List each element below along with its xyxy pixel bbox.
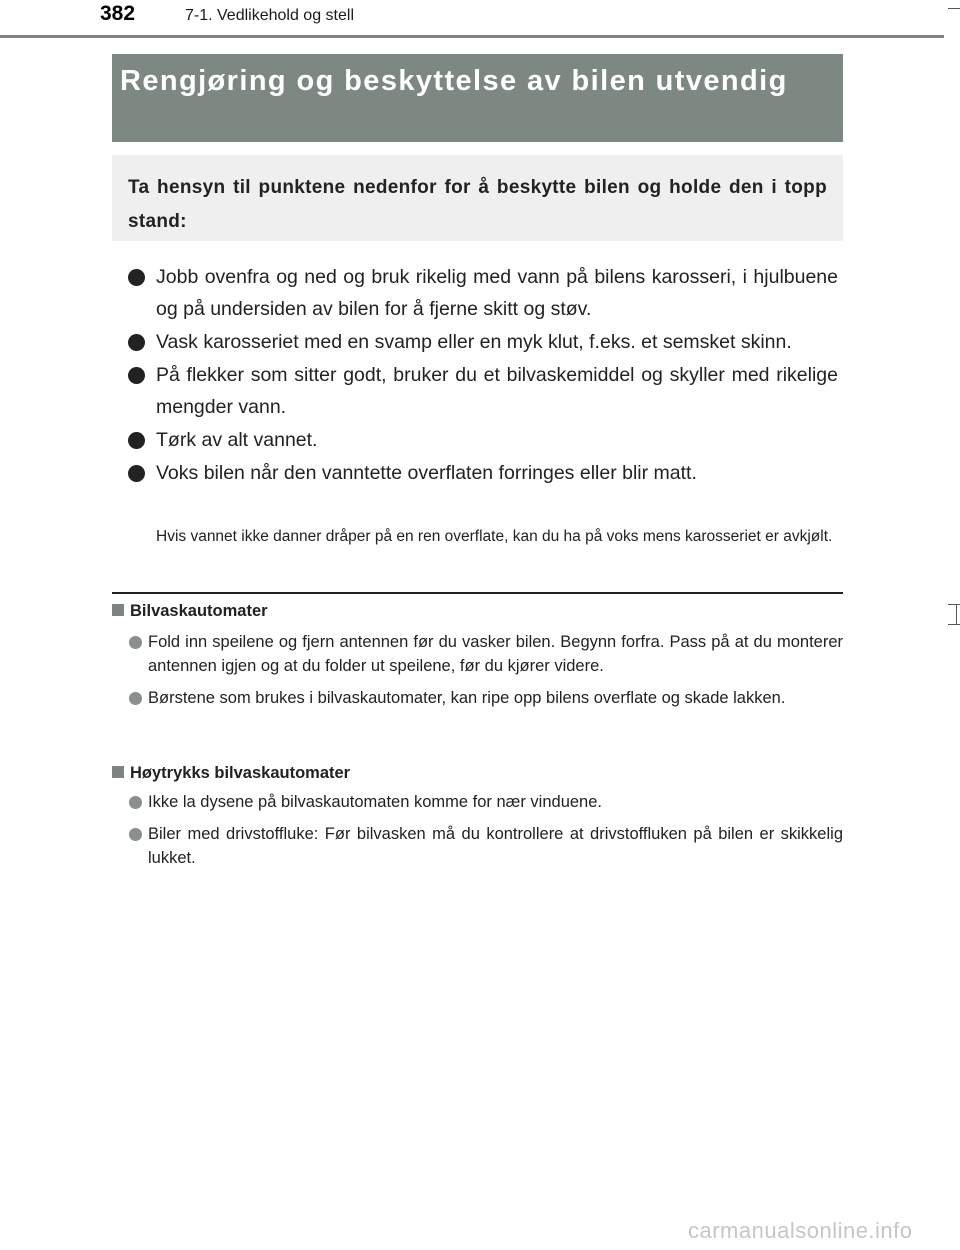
- list-item-text: Jobb ovenfra og ned og bruk rikelig med vann på bilens karosseri, i hjulbuene og på undersiden av bilen for å fjerne skitt og støv.: [156, 266, 838, 320]
- list-item: [128, 424, 838, 456]
- list-item: [128, 686, 843, 710]
- high-pressure-list: [128, 790, 843, 878]
- list-item-text: Fold inn speilene og fjern antennen før du vasker bilen. Begynn forfra. Pass på at du monterer antennen igjen og at du folder ut speilene, før du kjører videre.: [148, 633, 843, 675]
- square-bullet-icon: [112, 766, 124, 778]
- list-item-text: Vask karosseriet med en svamp eller en myk klut, f.eks. et semsket skinn.: [156, 331, 792, 353]
- list-item-text: Biler med drivstoffluke: Før bilvasken må du kontrollere at drivstoffluken på bilen er skikkelig lukket.: [148, 825, 843, 867]
- wax-note: Hvis vannet ikke danner dråper på en ren overflate, kan du ha på voks mens karosseriet er avkjølt.: [156, 528, 833, 545]
- list-item: [128, 822, 843, 870]
- list-item-text: Børstene som brukes i bilvaskautomater, kan ripe opp bilens overflate og skade lakken.: [148, 689, 786, 707]
- bullet-icon: [128, 432, 145, 449]
- chapter-title: 7-1. Vedlikehold og stell: [185, 7, 354, 24]
- bullet-icon: [128, 269, 145, 286]
- intro-text: Ta hensyn til punktene nedenfor for å beskytte bilen og holde den i topp stand:: [128, 177, 827, 232]
- intro-box: [112, 155, 843, 241]
- list-item: [128, 630, 843, 678]
- page-title: Rengjøring og beskyttelse av bilen utvendig: [120, 65, 788, 97]
- section-heading-high-pressure: [112, 764, 350, 783]
- car-wash-list: [128, 630, 843, 718]
- header-rule: [0, 35, 944, 38]
- bullet-icon: [129, 692, 142, 705]
- bullet-icon: [129, 796, 142, 809]
- list-item: [128, 326, 838, 358]
- list-item-text: På flekker som sitter godt, bruker du et bilvaskemiddel og skyller med rikelige mengder vann.: [156, 364, 838, 418]
- square-bullet-icon: [112, 604, 124, 616]
- bullet-icon: [129, 828, 142, 841]
- crop-mark-right-vertical: [956, 604, 957, 624]
- main-bullet-list: [128, 261, 838, 490]
- list-item-text: Voks bilen når den vanntette overflaten forringes eller blir matt.: [156, 462, 697, 484]
- crop-mark-right-upper: [948, 604, 960, 605]
- watermark: carmanualsonline.info: [688, 1218, 913, 1243]
- list-item: [128, 457, 838, 489]
- list-item-text: Ikke la dysene på bilvaskautomaten komme for nær vinduene.: [148, 793, 602, 811]
- section-divider: [112, 592, 843, 594]
- bullet-icon: [129, 636, 142, 649]
- section-title-box: [112, 54, 843, 142]
- crop-mark-top-right: [948, 8, 960, 9]
- section-heading-car-wash: [112, 602, 268, 621]
- bullet-icon: [128, 334, 145, 351]
- section-heading-text: Høytrykks bilvaskautomater: [130, 764, 351, 782]
- list-item-text: Tørk av alt vannet.: [156, 429, 318, 451]
- bullet-icon: [128, 367, 145, 384]
- list-item: [128, 359, 838, 423]
- section-heading-text: Bilvaskautomater: [130, 602, 268, 620]
- list-item: [128, 790, 843, 814]
- list-item: [128, 261, 838, 325]
- page-header: [0, 0, 960, 40]
- page-number: 382: [100, 2, 136, 25]
- crop-mark-right-lower: [948, 624, 960, 625]
- bullet-icon: [128, 465, 145, 482]
